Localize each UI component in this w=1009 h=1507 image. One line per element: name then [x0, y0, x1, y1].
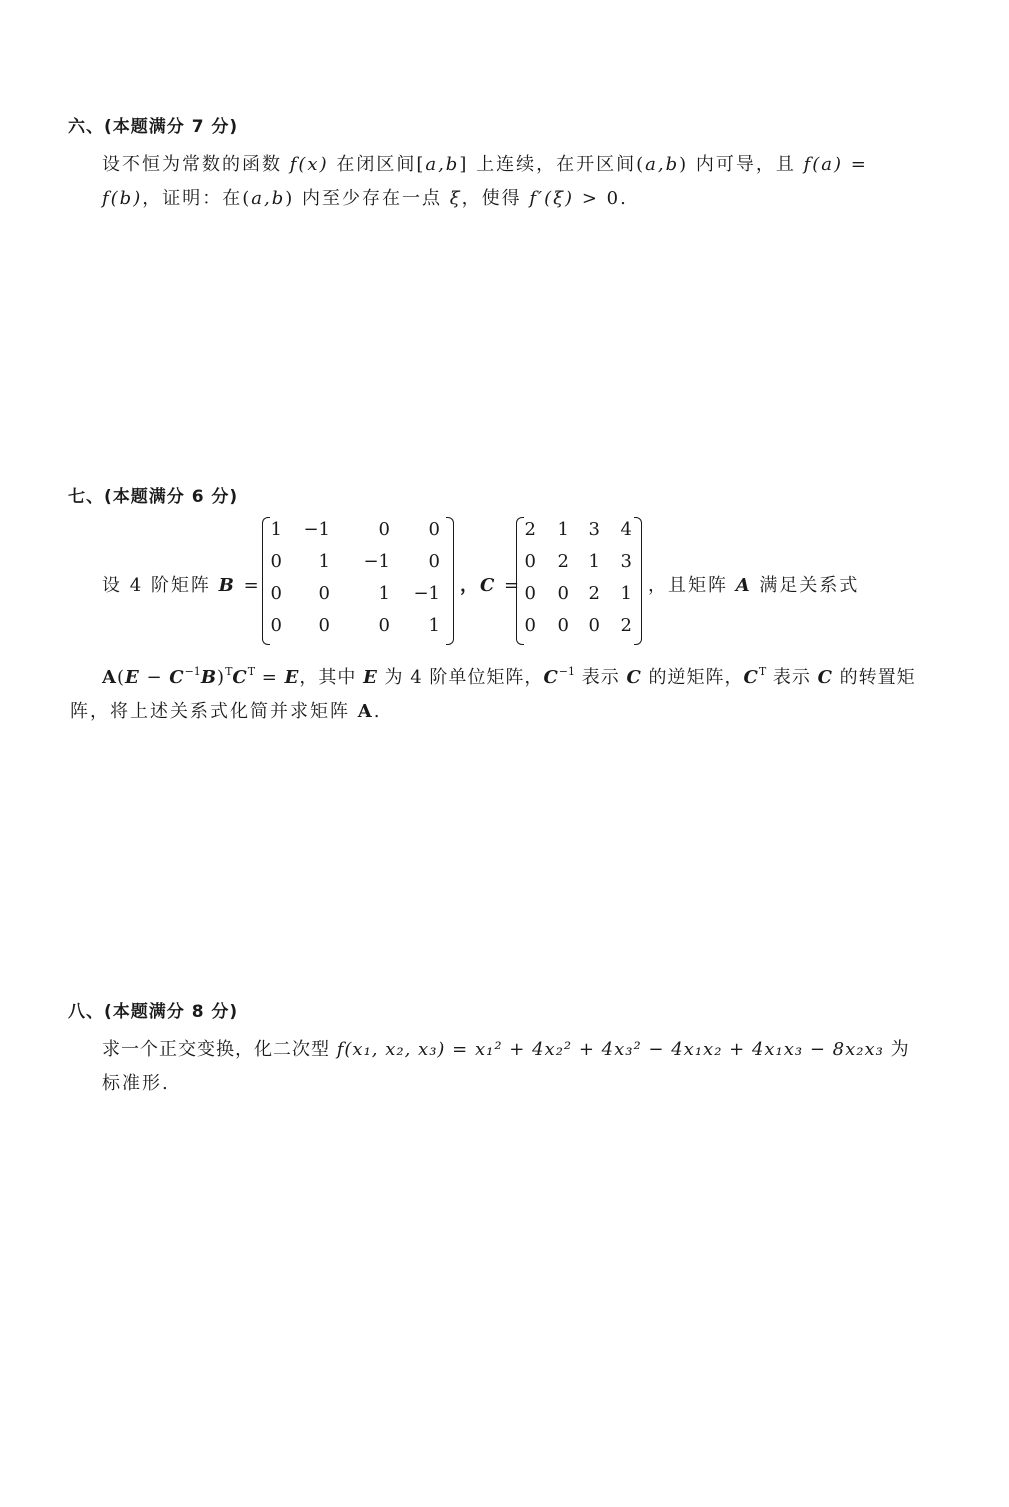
math-term: + 4x₂² [502, 1039, 573, 1060]
matrix-B [262, 517, 454, 645]
matrix-cell: −1 [303, 519, 330, 540]
text: ) [217, 667, 226, 688]
math-C: C [480, 575, 497, 596]
text: 求一个正交变换，化二次型 [102, 1039, 337, 1060]
matrix-cell: 0 [318, 583, 330, 604]
question-7-line-3 [70, 697, 381, 723]
text: = [445, 1039, 475, 1060]
text: 设 4 阶矩阵 [102, 575, 219, 596]
math-E: E [363, 667, 378, 688]
matrix-cell: 3 [588, 519, 600, 540]
math-A: A [357, 701, 374, 722]
matrix-cell: 1 [428, 615, 440, 636]
math-C: C [626, 667, 642, 688]
matrix-C [516, 517, 642, 645]
question-7-intro [102, 571, 261, 597]
matrix-cell: 0 [557, 583, 569, 604]
math-ab: a,b [251, 188, 286, 209]
matrix-cell: 0 [378, 615, 390, 636]
text: 的转置矩 [832, 667, 916, 688]
matrix-cell: 0 [270, 551, 282, 572]
math-fa: f(a) [803, 154, 844, 175]
matrix-cell: 1 [378, 583, 390, 604]
math-C: C [232, 667, 248, 688]
matrix-cell: −1 [413, 583, 440, 604]
matrix-cell: 2 [524, 519, 536, 540]
question-6-heading: 六、(本题满分 7 分) [68, 117, 239, 137]
text: 为 4 阶单位矩阵， [377, 667, 544, 688]
text: ) 内可导，且 [679, 154, 804, 175]
math-term: + 4x₃² [572, 1039, 642, 1060]
text: ( [116, 667, 125, 688]
superscript-T: T [247, 665, 256, 678]
math-A: A [102, 667, 117, 688]
question-7-line-2 [102, 663, 916, 689]
math-C: C [743, 667, 759, 688]
matrix-cell: 0 [524, 551, 536, 572]
text: = [255, 667, 285, 688]
text: 为 [883, 1039, 910, 1060]
matrix-cell: 0 [428, 551, 440, 572]
math-B: B [200, 667, 218, 688]
question-8-line-2: 标准形. [102, 1073, 170, 1094]
math-args: (x₁, x₂, x₃) [344, 1039, 446, 1060]
math-term: x₁² [474, 1039, 503, 1060]
text: = [843, 154, 868, 175]
text: 表示 [766, 667, 818, 688]
math-ab: a,b [645, 154, 680, 175]
math-C: C [543, 667, 559, 688]
math-f: f [336, 1039, 345, 1060]
matrix-cell: 0 [524, 615, 536, 636]
matrix-cell: 2 [588, 583, 600, 604]
text: ， [460, 575, 480, 596]
matrix-cell: 0 [378, 519, 390, 540]
math-term: + 4x₁x₃ [722, 1039, 804, 1060]
text: ，使得 [461, 188, 530, 209]
math-C: C [169, 667, 185, 688]
question-8-heading: 八、(本题满分 8 分) [68, 1002, 239, 1022]
question-6-line-1 [102, 150, 868, 176]
text: > 0. [574, 188, 628, 209]
text: = [235, 575, 261, 596]
matrix-cell: −1 [363, 551, 390, 572]
text: 表示 [574, 667, 627, 688]
matrix-cell: 0 [318, 615, 330, 636]
math-ab: a,b [425, 154, 460, 175]
math-term: − 8x₂x₃ [803, 1039, 884, 1060]
matrix-cell: 0 [524, 583, 536, 604]
matrix-cell: 0 [588, 615, 600, 636]
text: − [139, 667, 170, 688]
text: 满足关系式 [751, 575, 860, 596]
matrix-cell: 2 [620, 615, 632, 636]
matrix-cell: 0 [557, 615, 569, 636]
math-A: A [735, 575, 752, 596]
math-xi: ξ [449, 188, 462, 209]
text: ，证明：在( [142, 188, 252, 209]
matrix-right-bracket [446, 517, 454, 645]
matrix-cell: 0 [428, 519, 440, 540]
superscript-T: T [758, 665, 767, 678]
math-fprime-xi: f′(ξ) [529, 188, 575, 209]
math-E: E [125, 667, 140, 688]
matrix-cell: 1 [557, 519, 569, 540]
matrix-cell: 1 [588, 551, 600, 572]
text: 阵，将上述关系式化简并求矩阵 [70, 701, 358, 722]
superscript-T: T [225, 665, 233, 678]
math-term: − 4x₁x₂ [641, 1039, 723, 1060]
matrix-cell: 4 [620, 519, 632, 540]
text: . [373, 701, 382, 722]
text: 在闭区间[ [328, 154, 426, 175]
text: ) 内至少存在一点 [285, 188, 450, 209]
text: = [496, 575, 522, 596]
matrix-cell: 1 [318, 551, 330, 572]
matrix-cell: 1 [270, 519, 282, 540]
text: 设不恒为常数的函数 [102, 154, 290, 175]
question-7-after [648, 571, 859, 597]
text: ] 上连续，在开区间( [459, 154, 646, 175]
matrix-cell: 0 [270, 615, 282, 636]
math-fx: f(x) [289, 154, 329, 175]
matrix-cell: 1 [620, 583, 632, 604]
superscript-inverse: −1 [184, 665, 201, 678]
math-E: E [284, 667, 300, 688]
math-B: B [218, 575, 236, 596]
text: 的逆矩阵， [641, 667, 744, 688]
question-7-heading: 七、(本题满分 6 分) [68, 487, 239, 507]
question-6-line-2 [102, 184, 628, 210]
matrix-cell: 0 [270, 583, 282, 604]
matrix-cell: 3 [620, 551, 632, 572]
matrix-right-bracket [634, 517, 642, 645]
matrix-cell: 2 [557, 551, 569, 572]
superscript-inverse: −1 [558, 665, 575, 678]
text: ，且矩阵 [648, 575, 736, 596]
question-8-line-1 [102, 1035, 910, 1061]
text: ，其中 [299, 667, 364, 688]
math-fb: f(b) [102, 188, 143, 209]
math-C: C [817, 667, 833, 688]
